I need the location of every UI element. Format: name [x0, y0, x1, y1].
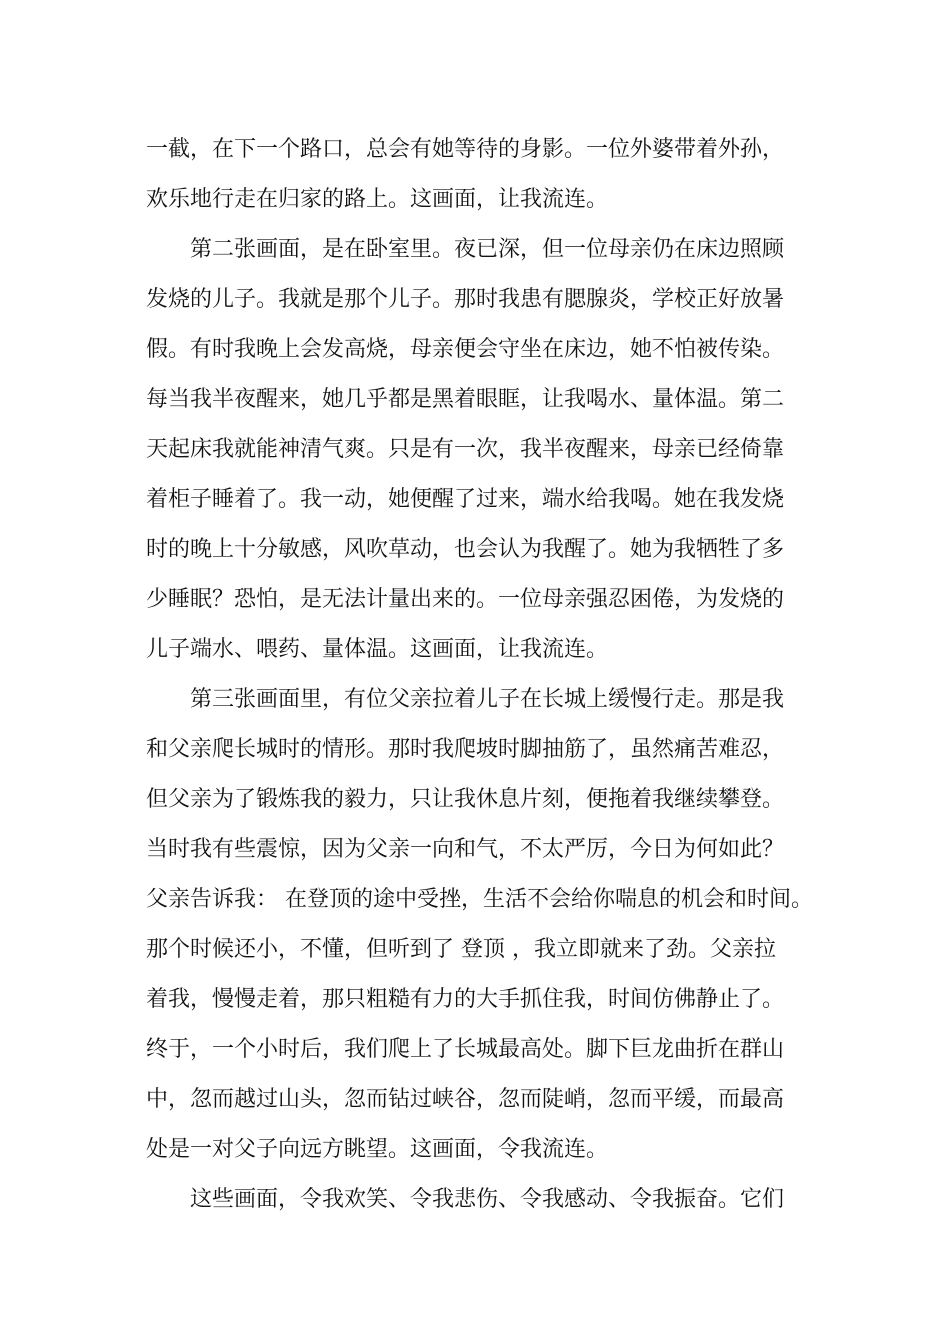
text-line: 儿子端水、喂药、量体温。这画面，让我流连。: [146, 637, 609, 662]
text-line: 一截，在下一个路口，总会有她等待的身影。一位外婆带着外孙，: [146, 137, 785, 162]
text-line: 父亲告诉我： 在登顶的途中受挫，生活不会给你喘息的机会和时间。: [146, 887, 813, 912]
text-line: 着柜子睡着了。我一动，她便醒了过来，端水给我喝。她在我发烧: [146, 487, 785, 512]
text-line: 中，忽而越过山头，忽而钻过峡谷，忽而陡峭，忽而平缓，而最高: [146, 1087, 785, 1112]
paragraph-start-line: 这些画面，令我欢笑、令我悲伤、令我感动、令我振奋。它们: [190, 1187, 785, 1212]
text-line: 时的晚上十分敏感，风吹草动，也会认为我醒了。她为我牺牲了多: [146, 537, 785, 562]
paragraph-start-line: 第三张画面里，有位父亲拉着儿子在长城上缓慢行走。那是我: [190, 687, 785, 712]
text-line: 少睡眠？恐怕，是无法计量出来的。一位母亲强忍困倦，为发烧的: [146, 587, 785, 612]
text-line: 处是一对父子向远方眺望。这画面，令我流连。: [146, 1137, 609, 1162]
text-line: 着我，慢慢走着，那只粗糙有力的大手抓住我，时间仿佛静止了。: [146, 987, 785, 1012]
paragraph-start-line: 第二张画面，是在卧室里。夜已深，但一位母亲仍在床边照顾: [190, 237, 785, 262]
text-line: 和父亲爬长城时的情形。那时我爬坡时脚抽筋了，虽然痛苦难忍，: [146, 737, 785, 762]
text-line: 当时我有些震惊，因为父亲一向和气，不太严厉，今日为何如此？: [146, 837, 785, 862]
text-line: 假。有时我晚上会发高烧，母亲便会守坐在床边，她不怕被传染。: [146, 337, 785, 362]
text-line: 但父亲为了锻炼我的毅力，只让我休息片刻，便拖着我继续攀登。: [146, 787, 785, 812]
text-line: 终于，一个小时后，我们爬上了长城最高处。脚下巨龙曲折在群山: [146, 1037, 785, 1062]
text-line: 天起床我就能神清气爽。只是有一次，我半夜醒来，母亲已经倚靠: [146, 437, 785, 462]
text-line: 每当我半夜醒来，她几乎都是黑着眼眶，让我喝水、量体温。第二: [146, 387, 785, 412]
text-line: 发烧的儿子。我就是那个儿子。那时我患有腮腺炎，学校正好放暑: [146, 287, 785, 312]
text-line: 欢乐地行走在归家的路上。这画面，让我流连。: [146, 187, 609, 212]
text-line: 那个时候还小，不懂，但听到了 登顶 ，我立即就来了劲。父亲拉: [146, 937, 776, 962]
